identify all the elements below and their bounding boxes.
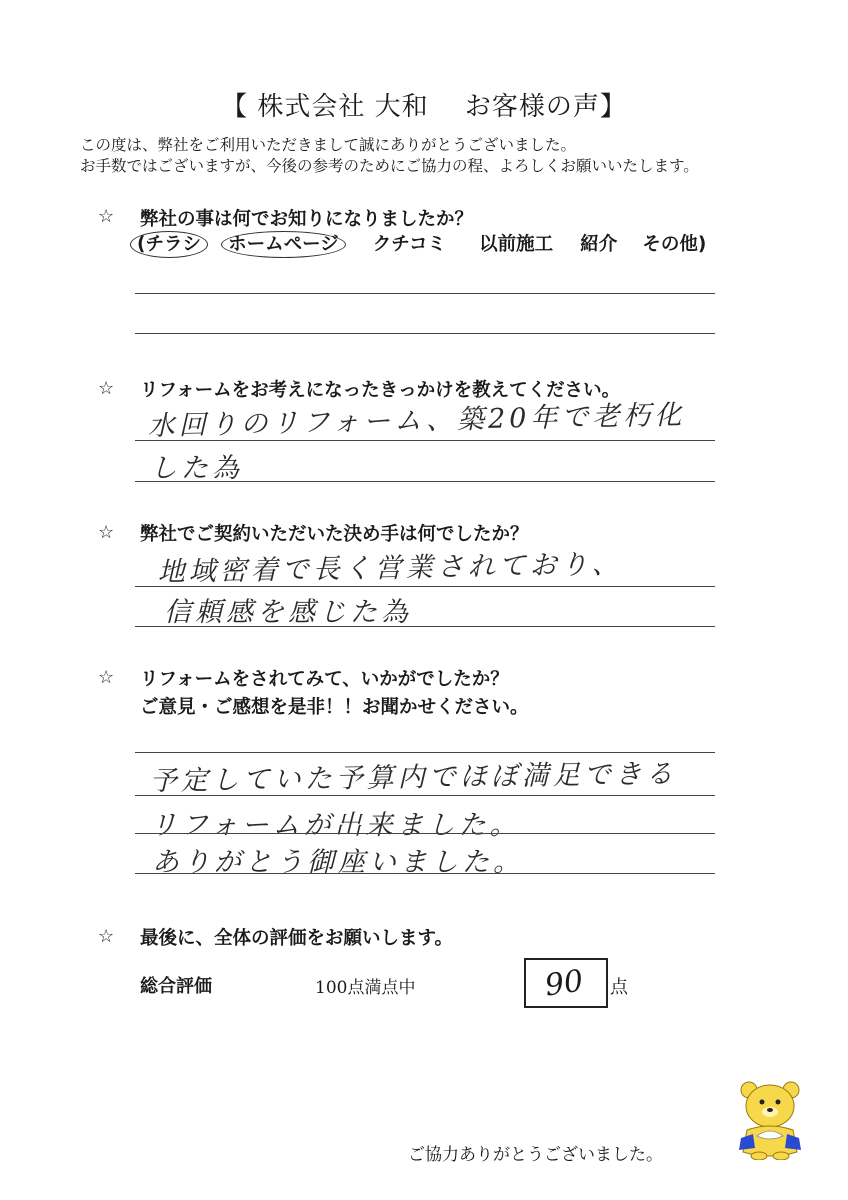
question-1: 弊社の事は何でお知りになりましたか？	[140, 209, 474, 230]
q1-option-previous-work: 以前施工	[479, 234, 554, 255]
answer-line	[135, 626, 715, 627]
score-unit: 点	[610, 977, 628, 998]
page-title: 【 株式会社 大和 お客様の声】	[221, 92, 627, 122]
q1-option-referral: 紹介	[580, 234, 618, 255]
answer-line	[135, 481, 715, 482]
answer-line	[135, 833, 715, 834]
answer-line	[135, 333, 715, 334]
answer-line	[135, 293, 715, 294]
q1-option-homepage: ホームページ	[221, 231, 346, 258]
answer-line	[135, 586, 715, 587]
intro-line-2: お手数ではございますが、今後の参考のためにご協力の程、よろしくお願いいたします。	[80, 157, 699, 175]
star-icon: ☆	[98, 522, 115, 543]
footer-thanks: ご協力ありがとうございました。	[408, 1145, 663, 1165]
question-4-line-2: ご意見・ご感想を是非！！お聞かせください。	[140, 697, 529, 718]
intro-line-1: この度は、弊社をご利用いただきまして誠にありがとうございました。	[80, 136, 577, 154]
star-icon: ☆	[98, 206, 115, 227]
q3-answer-line-2: 信頼感を感じた為	[164, 597, 412, 628]
question-2: リフォームをお考えになったきっかけを教えてください。	[140, 380, 621, 401]
q3-answer-line-1: 地域密着で長く営業されており、	[157, 548, 623, 589]
scale-label: 100点満点中	[315, 978, 416, 998]
q1-options	[134, 230, 706, 256]
q4-answer-line-2: リフォームが出来ました。	[150, 810, 521, 841]
overall-rating-label: 総合評価	[140, 976, 212, 997]
q1-option-word-of-mouth: クチコミ	[372, 234, 447, 255]
answer-line	[135, 873, 715, 874]
bear-mascot-icon	[735, 1078, 805, 1160]
q1-option-other: その他)	[642, 234, 707, 255]
star-icon: ☆	[98, 378, 115, 399]
question-4-line-1: リフォームをされてみて、いかがでしたか？	[140, 669, 509, 690]
q2-answer-line-2: した為	[150, 453, 243, 484]
star-icon: ☆	[98, 667, 115, 688]
question-5: 最後に、全体の評価をお願いします。	[140, 928, 454, 949]
q2-answer-line-1: 水回りのリフォーム、築20年で老朽化	[147, 399, 686, 443]
answer-line	[135, 795, 715, 796]
score-value: 90	[542, 963, 586, 1004]
question-3: 弊社でご契約いただいた決め手は何でしたか？	[140, 524, 529, 545]
q4-answer-line-3: ありがとう御座いました。	[152, 847, 524, 878]
answer-line	[135, 440, 715, 441]
q4-answer-line-1: 予定していた予算内でほぼ満足できる	[149, 758, 677, 798]
star-icon: ☆	[98, 926, 115, 947]
q1-option-flyer: (チラシ	[130, 231, 208, 258]
